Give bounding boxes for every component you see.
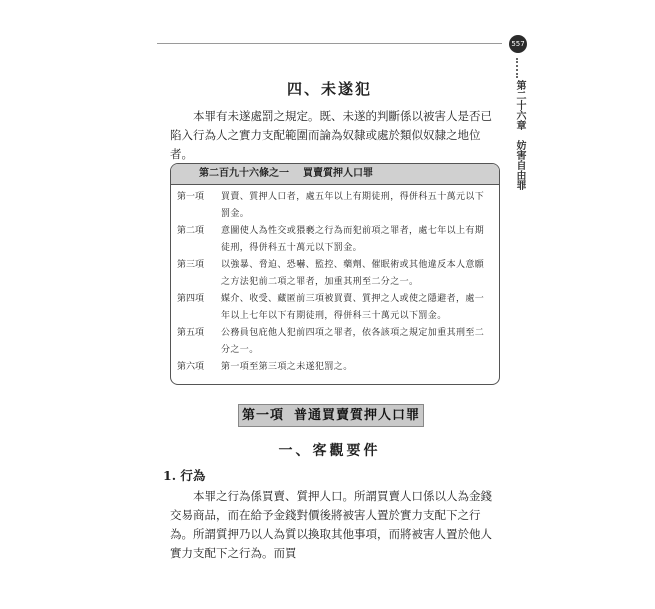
section-paragraph: 本罪有未遂處罰之規定。既、未遂的判斷係以被害人是否已陷入行為人之實力支配範圍而論為奴隸或處於類似奴隸之地位者。	[170, 109, 492, 161]
statute-body	[171, 185, 499, 376]
clause-text: 意圖使人為性交或猥褻之行為而犯前項之罪者，處七年以上有期徒刑，得併科五十萬元以下罰金。	[221, 226, 485, 253]
statute-article: 第二百九十六條之一	[199, 168, 289, 179]
statute-clause	[177, 189, 493, 223]
clause-text: 媒介、收受、藏匿前三項被買賣、質押之人或使之隱避者，處一年以上七年以下有期徒刑，得併科三十萬元以下罰金。	[221, 294, 485, 321]
statute-clause	[177, 223, 493, 257]
clause-text: 買賣、質押人口者，處五年以上有期徒刑，得併科五十萬元以下罰金。	[221, 192, 485, 219]
statute-clause	[177, 257, 493, 291]
clause-text: 以強暴、脅迫、恐嚇、監控、藥劑、催眠術或其他違反本人意願之方法犯前二項之罪者，加重其刑至二分之一。	[221, 260, 485, 287]
clause-label: 第三項	[177, 260, 205, 270]
clause-text: 第一項至第三項之未遂犯罰之。	[221, 362, 353, 372]
chapter-number: 第二十六章	[514, 80, 525, 130]
clause-label: 第二項	[177, 226, 205, 236]
page-number: 557	[509, 35, 527, 53]
statute-clause	[177, 291, 493, 325]
clause-label: 第六項	[177, 362, 205, 372]
chapter-tab	[507, 80, 525, 190]
item-title: 普通買賣質押人口罪	[294, 408, 421, 423]
statute-clause	[177, 325, 493, 359]
clause-label: 第一項	[177, 192, 205, 202]
chapter-tab-dots	[516, 58, 521, 78]
clause-text: 公務員包庇他人犯前四項之罪者，依各該項之規定加重其刑至二分之一。	[221, 328, 485, 355]
statute-box	[170, 163, 500, 385]
header-rule	[157, 43, 502, 44]
section-heading: 四、未遂犯	[286, 80, 372, 98]
body-paragraph: 本罪之行為係買賣、質押人口。所謂買賣人口係以人為金錢交易商品，而在給予金錢對價後將被害人置於實力支配下之行為。所謂質押乃以人為質以換取其他事項，而將被害人置於他人實力支配下之行為。而買	[170, 489, 492, 560]
chapter-title: 妨害自由罪	[514, 140, 525, 190]
statute-clause	[177, 359, 493, 376]
item-banner	[238, 404, 424, 427]
statute-title: 買賣質押人口罪	[303, 168, 373, 179]
clause-label: 第四項	[177, 294, 205, 304]
statute-header	[171, 164, 499, 185]
subsection-heading: 一、客觀要件	[278, 443, 381, 459]
numbered-heading: 1. 行為	[163, 468, 206, 483]
clause-label: 第五項	[177, 328, 205, 338]
item-number: 第一項	[241, 408, 284, 423]
